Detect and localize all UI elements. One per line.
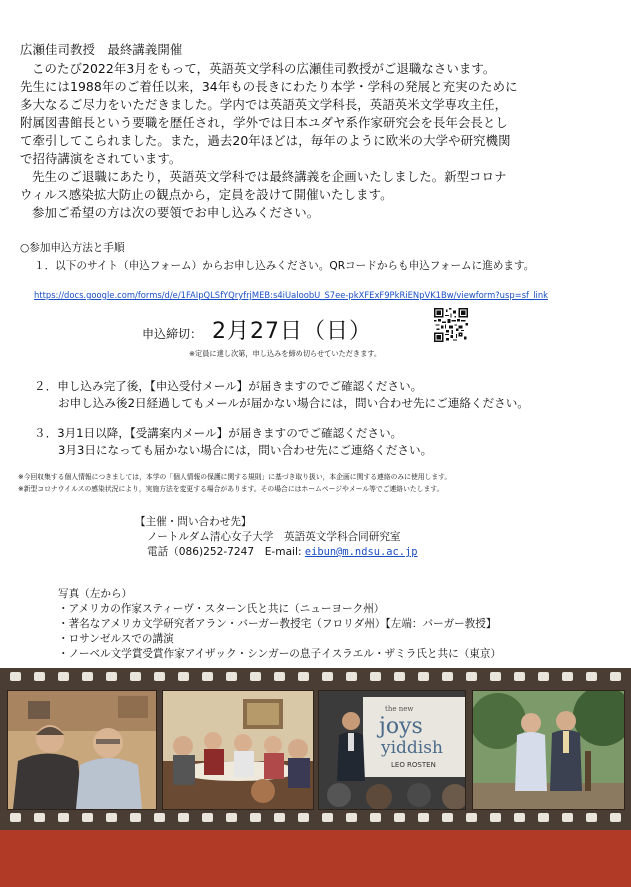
- book-cover-text-4: LEO ROSTEN: [391, 761, 436, 769]
- intro-line-8: ウィルス感染拡大防止の観点から，定員を設けて開催いたします。: [20, 187, 393, 202]
- intro-line-2: 先生には1988年のご着任以来，34年もの長きにわたり本学・学科の発展と充実のために: [20, 79, 518, 94]
- intro-line-1: このたび2022年3月をもって，英語英文学科の広瀬佳司教授がご退職なさいます。: [32, 61, 496, 76]
- film-strip: [0, 668, 631, 830]
- contact-phone: 電話（086)252-7247 E-mail:: [147, 546, 302, 558]
- photo-stern: [7, 690, 157, 810]
- intro-line-7: 先生のご退職にあたり，英語英文学科では最終講義を企画いたしました。新型コロナ: [32, 169, 507, 184]
- intro-line-3: 多大なるご尽力をいただきました。学内では英語英文学科長，英語英米文学専攻主任，: [20, 97, 508, 112]
- deadline-date: 2月27日（日）: [212, 319, 372, 344]
- book-cover-text-3: yiddish: [381, 738, 443, 758]
- procedure-heading: ○参加申込方法と手順: [20, 242, 125, 254]
- contact-heading: 【主催・問い合わせ先】: [135, 516, 252, 528]
- deadline-note: ※定員に達し次第，申し込みを締め切らせていただきます。: [189, 349, 382, 358]
- note-covid: ※新型コロナウイルスの感染状況により，実施方法を変更する場合があります。その場合にはホームページやメール等でご連絡いたします。: [18, 485, 444, 493]
- book-cover-text-2: joys: [379, 714, 423, 739]
- intro-line-9: 参加ご希望の方は次の要領でお申し込みください。: [32, 205, 320, 220]
- intro-line-4: 附属図書館長という要職を歴任され，学外では日本ユダヤ系作家研究会を長年会長とし: [20, 115, 508, 130]
- qr-code-icon[interactable]: [434, 308, 468, 342]
- bottom-band: [0, 830, 631, 887]
- contact-org: ノートルダム清心女子大学 英語英文学科合同研究室: [147, 531, 401, 543]
- step-2-line-1: ２．申し込み完了後，【申込受付メール】が届きますのでご確認ください。: [34, 379, 423, 393]
- photos-heading: 写真（左から）: [58, 588, 133, 600]
- photo-caption-3: ・ロサンゼルスでの講演: [58, 633, 174, 645]
- photo-caption-2: ・著名なアメリカ文学研究者アラン・バーガー教授宅（フロリダ州）【左端：バーガー教授】: [58, 618, 497, 630]
- form-link[interactable]: https://docs.google.com/forms/d/e/1FAIpQLSfYQryfrjMEB:s4iUaloobU_S7ee-pkXFExF9PkRiENpVK1Bw/viewform?usp=sf_link: [34, 290, 549, 300]
- step-3-line-1: ３．3月1日以降，【受講案内メール】が届きますのでご確認ください。: [34, 426, 403, 440]
- step-1: １．以下のサイト（申込フォーム）からお申し込みください。QRコードからも申込フォームに進めます。: [34, 260, 535, 272]
- page-title: 広瀬佳司教授 最終講義開催: [20, 42, 183, 57]
- photo-berger: [162, 690, 314, 810]
- photo-los-angeles: [318, 690, 466, 810]
- intro-line-6: で招待講演をされています。: [20, 151, 182, 166]
- book-cover-text-1: the new: [385, 705, 414, 713]
- film-holes-top: [0, 672, 631, 686]
- contact-email-link[interactable]: eibun@m.ndsu.ac.jp: [304, 546, 418, 558]
- film-holes-bottom: [0, 813, 631, 827]
- intro-line-5: て牽引してこられました。また，過去20年ほどは，毎年のように欧米の大学や研究機関: [20, 133, 511, 148]
- photo-caption-4: ・ノーベル文学賞受賞作家アイザック・シンガーの息子イスラエル・ザミラ氏と共に（東京）: [58, 648, 502, 660]
- photo-caption-1: ・アメリカの作家スティーヴ・スターン氏と共に（ニューヨーク州）: [58, 603, 385, 615]
- deadline-label: 申込締切：: [142, 327, 203, 341]
- step-3-line-2: 3月3日になっても届かない場合には，問い合わせ先にご連絡ください。: [58, 443, 433, 457]
- step-2-line-2: お申し込み後2日経過してもメールが届かない場合には，問い合わせ先にご連絡ください。: [58, 396, 529, 410]
- note-privacy: ※今回収集する個人情報につきましては，本学の「個人情報の保護に関する規則」に基づき取り扱い，本企画に関する連絡のみに使用します。: [18, 473, 452, 481]
- photo-zamir: [472, 690, 625, 810]
